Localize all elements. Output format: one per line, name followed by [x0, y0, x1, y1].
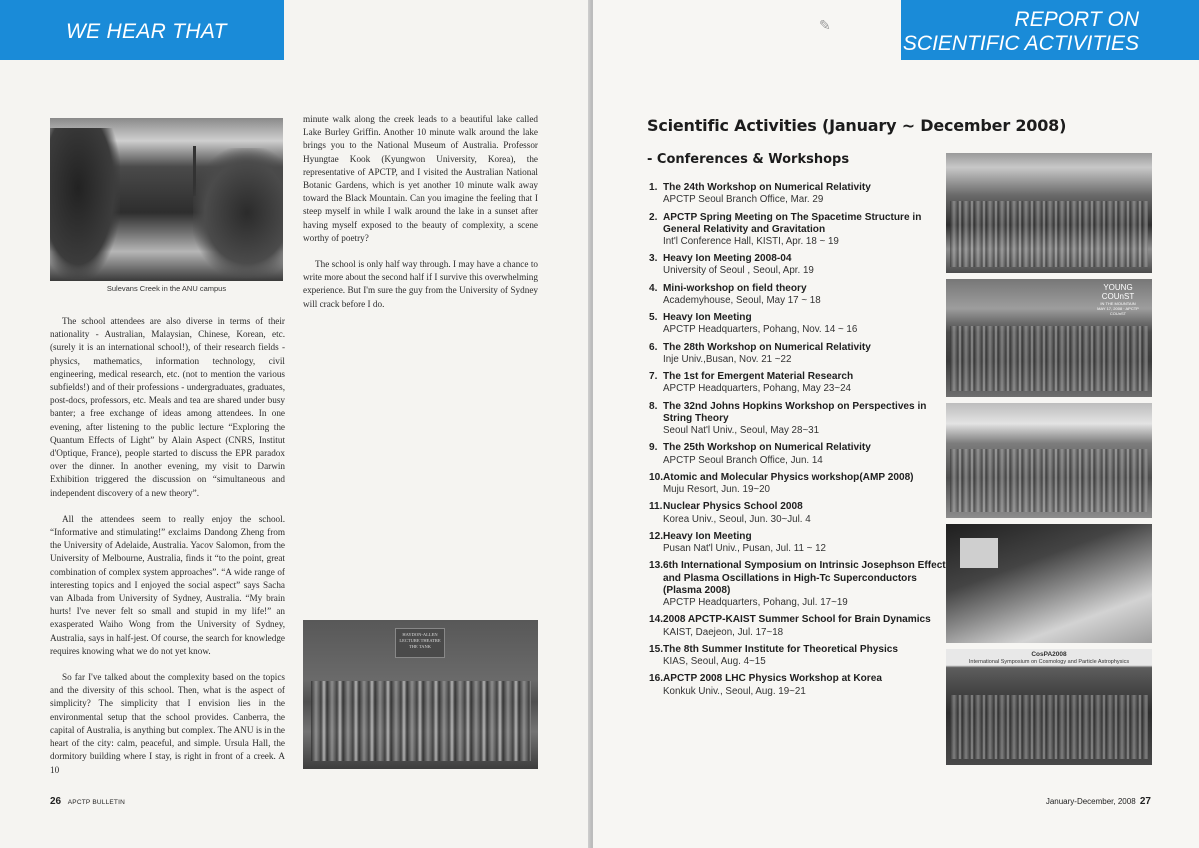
event-item — [649, 312, 949, 336]
event-title-row — [649, 342, 949, 354]
banner-line: SCIENTIFIC ACTIVITIES — [902, 32, 1139, 55]
section-subheading: - Conferences & Workshops — [647, 152, 850, 167]
event-detail: KIAS, Seoul, Aug. 4~15 — [663, 656, 766, 668]
event-number: 11. — [649, 501, 663, 513]
event-photo-3 — [946, 403, 1152, 518]
event-detail: Academyhouse, Seoul, May 17 ~ 18 — [663, 294, 821, 306]
paragraph: All the attendees seem to really enjoy the school. “Informative and stimulating!” exclaims Dandong Zheng from the University of Adelaide, Australia. Yacov Salomon, from the University of Melbourne, Australia, finds it “to the point, great combination of complex system approaches”. “A wide range of interesting topics and I enjoyed the social aspect” says Sacha van Albada from University of Sydney, Australia. “My brain hurts! I've never felt so small and stupid in my life!” an exasperated Waiho Wong from the University of Sydney, Australia, says in half-jest. Of course, the search for knowledge requires knowing what we do not yet know. — [50, 513, 285, 656]
photo-caption: Sulevans Creek in the ANU campus — [106, 284, 227, 293]
event-title-row — [649, 312, 949, 324]
page-heading: Scientific Activities (January ~ December 2008) — [647, 116, 1067, 135]
event-number: 5. — [649, 312, 658, 324]
page-number: 26 — [50, 796, 62, 807]
event-item — [649, 501, 949, 525]
event-title: Nuclear Physics School 2008 — [663, 501, 803, 513]
event-title: The 32nd Johns Hopkins Workshop on Perspectives in String Theory — [663, 400, 927, 424]
event-title-row — [649, 614, 949, 626]
event-title-row — [649, 673, 949, 685]
photo-crowd — [950, 201, 1148, 267]
banner-subtitle: International Symposium on Cosmology and Particle Astrophysics — [968, 659, 1130, 665]
event-title: The 28th Workshop on Numerical Relativity — [663, 341, 871, 353]
section-banner-left: WE HEAR THAT — [0, 0, 284, 60]
sign-line: IN THE MOUNTAIN — [1100, 301, 1136, 306]
event-title: Atomic and Molecular Physics workshop(AMP 2008) — [663, 471, 914, 483]
event-detail: KAIST, Daejeon, Jul. 17~18 — [663, 626, 784, 638]
event-item — [649, 253, 949, 277]
event-item — [649, 442, 949, 466]
event-photo-5-cospa — [946, 649, 1152, 765]
event-title: APCTP Spring Meeting on The Spacetime Structure in General Relativity and Gravitation — [663, 211, 922, 235]
lecture-theatre-plaque: HAYDON-ALLEN LECTURE THEATRE THE TANK — [395, 628, 445, 658]
event-detail: APCTP Seoul Branch Office, Jun. 14 — [663, 454, 823, 466]
print-smudge: ✎ — [819, 19, 831, 34]
event-detail: Seoul Nat'l Univ., Seoul, May 28~31 — [663, 425, 820, 437]
cospa-banner — [946, 651, 1152, 666]
event-photo-2 — [946, 279, 1152, 397]
event-title: The 25th Workshop on Numerical Relativity — [663, 442, 871, 454]
event-detail: APCTP Headquarters, Pohang, Nov. 14 ~ 16 — [663, 324, 858, 336]
right-page — [593, 0, 1199, 848]
event-photo-4-lecture-hall — [946, 524, 1152, 643]
event-title-row — [649, 531, 949, 543]
event-item — [649, 614, 949, 638]
event-number: 16. — [649, 673, 664, 685]
event-item — [649, 560, 949, 609]
event-number: 3. — [649, 253, 658, 265]
event-title: Mini-workshop on field theory — [663, 282, 807, 294]
event-item — [649, 342, 949, 366]
event-number: 15. — [649, 643, 664, 655]
page-number: 27 — [1139, 796, 1151, 807]
event-item — [649, 371, 949, 395]
event-title: The 24th Workshop on Numerical Relativity — [663, 182, 871, 193]
event-number: 14. — [649, 614, 664, 626]
paragraph: So far I've talked about the complexity based on the topics and the diversity of this school. Then, what is the aspect of simplicity? The simplicity that I envision lies in the environmental setup that the school provides. Canberra, the capital of Australia, is anything but complex. The ANU is in the heart of the city: calm, peaceful, and simple. Ursula Hall, the dormitory building where I stay, is right in front of a creek. A 10 — [50, 672, 285, 775]
group-photo-lecture-theatre — [303, 620, 538, 769]
photo-trees-right — [193, 148, 283, 278]
event-title-row — [649, 501, 949, 513]
event-item — [649, 182, 949, 206]
event-title: 2008 APCTP-KAIST Summer School for Brain Dynamics — [663, 614, 931, 626]
event-title-row — [649, 401, 949, 425]
banner-title: CosPA2008 — [1031, 651, 1067, 658]
event-detail: APCTP Headquarters, Pohang, Jul. 17~19 — [663, 597, 848, 609]
photo-group-people — [311, 681, 531, 761]
event-title-row — [649, 644, 949, 656]
event-title: 6th International Symposium on Intrinsic Josephson Effect and Plasma Oscillations in High-Tc Superconductors (Plasma 2008) — [663, 560, 946, 596]
event-title: The 1st for Emergent Material Research — [663, 371, 854, 383]
photo-crowd — [950, 695, 1148, 759]
event-item — [649, 644, 949, 668]
event-item — [649, 673, 949, 697]
event-detail: Inje Univ.,Busan, Nov. 21 ~22 — [663, 353, 792, 365]
event-item — [649, 531, 949, 555]
creek-photo — [50, 118, 283, 281]
event-title-row — [649, 472, 949, 484]
footer-right — [1046, 796, 1151, 807]
article-column-2 — [303, 113, 538, 324]
event-title: APCTP 2008 LHC Physics Workshop at Korea — [663, 673, 882, 685]
event-item — [649, 401, 949, 438]
event-title-row — [649, 283, 949, 295]
event-detail: Korea Univ., Seoul, Jun. 30~Jul. 4 — [663, 513, 811, 525]
photo-trees-left — [50, 128, 120, 278]
footer-left — [50, 796, 125, 807]
event-title-row — [649, 212, 949, 236]
event-title: Heavy Ion Meeting — [663, 312, 752, 324]
photo-crowd — [950, 326, 1148, 391]
event-title: Heavy Ion Meeting 2008-04 — [663, 253, 792, 265]
event-number: 9. — [649, 442, 658, 454]
left-page — [0, 0, 590, 848]
event-number: 2. — [649, 211, 658, 223]
sign-title: YOUNG COUnST — [1101, 283, 1135, 301]
event-title: Heavy Ion Meeting — [663, 530, 752, 542]
event-item — [649, 283, 949, 307]
event-item — [649, 472, 949, 496]
event-title-row — [649, 442, 949, 454]
article-column-1 — [50, 315, 285, 790]
event-item — [649, 212, 949, 249]
event-number: 6. — [649, 341, 658, 353]
sign-line: MAY 17, 2008 · APCTP COUnST — [1097, 306, 1139, 316]
young-counst-sign — [1090, 283, 1146, 316]
event-number: 8. — [649, 400, 658, 412]
photo-crowd — [950, 449, 1148, 512]
event-detail: APCTP Seoul Branch Office, Mar. 29 — [663, 194, 824, 206]
projection-screen — [960, 538, 998, 568]
event-title-row — [649, 182, 949, 194]
paragraph: minute walk along the creek leads to a beautiful lake called Lake Burley Griffin. Another 10 minute walk around the lake brings you to the National Museum of Australia. Professor Hyungtae Kook (Kyungwon University, Korea), the representative of APCTP, and I visited the Australian National Botanic Gardens, which is yet another 10 minute walk away toward the Black Mountain. Can you imagine the feeling that I steep myself in while I walk around the lake in a sunset after having myself exposed to the beauty of complexity, a scene worthy of poetry? — [303, 114, 538, 243]
event-title: The 8th Summer Institute for Theoretical Physics — [663, 643, 899, 655]
paragraph: The school attendees are also diverse in terms of their nationality - Australian, Malaysian, Chinese, Korean, etc. (surely it is an international school!), of their research fields - physics, mathematics, information technology, civil engineering, medical research, etc. (not to mention the various subfields!) and of their professions - undergraduates, graduates, post-docs, professors, etc. Meals and tea are shared under busy banter; a free exchange of ideas among attendees. In one evening, after listening to the public lecture “Exploring the Quantum Effects of Light” by Alain Aspect (CNRS, Institut d'Optique, France), people started to discuss the EPR paradox over the dinner. In another evening, my visit to Darwin Exhibition triggered the discussion on “simultaneous and independent discovery of a new theory”. — [50, 316, 285, 498]
event-number: 1. — [649, 182, 658, 193]
event-detail: Konkuk Univ., Seoul, Aug. 19~21 — [663, 685, 806, 697]
event-number: 10. — [649, 471, 664, 483]
event-title-row — [649, 253, 949, 265]
events-list — [649, 182, 949, 703]
event-number: 4. — [649, 282, 658, 294]
event-title-row — [649, 371, 949, 383]
event-detail: University of Seoul , Seoul, Apr. 19 — [663, 265, 814, 277]
event-number: 13. — [649, 560, 664, 572]
event-detail: Pusan Nat'l Univ., Pusan, Jul. 11 ~ 12 — [663, 543, 826, 555]
publication-name: APCTP BULLETIN — [67, 799, 125, 806]
banner-line: REPORT ON — [1014, 8, 1139, 31]
issue-date: January-December, 2008 — [1045, 797, 1136, 806]
event-detail: Int'l Conference Hall, KISTI, Apr. 18 ~ 19 — [663, 235, 839, 247]
event-number: 12. — [649, 530, 664, 542]
event-detail: Muju Resort, Jun. 19~20 — [663, 484, 771, 496]
event-title-row — [649, 560, 949, 597]
event-photo-1 — [946, 153, 1152, 273]
event-detail: APCTP Headquarters, Pohang, May 23~24 — [663, 383, 851, 395]
paragraph: The school is only half way through. I may have a chance to write more about the second half if I survive this overwhelming experience. But I'm sure the guy from the University of Sydney will crack before I do. — [303, 259, 538, 309]
event-number: 7. — [649, 371, 658, 383]
section-banner-right — [901, 0, 1199, 60]
